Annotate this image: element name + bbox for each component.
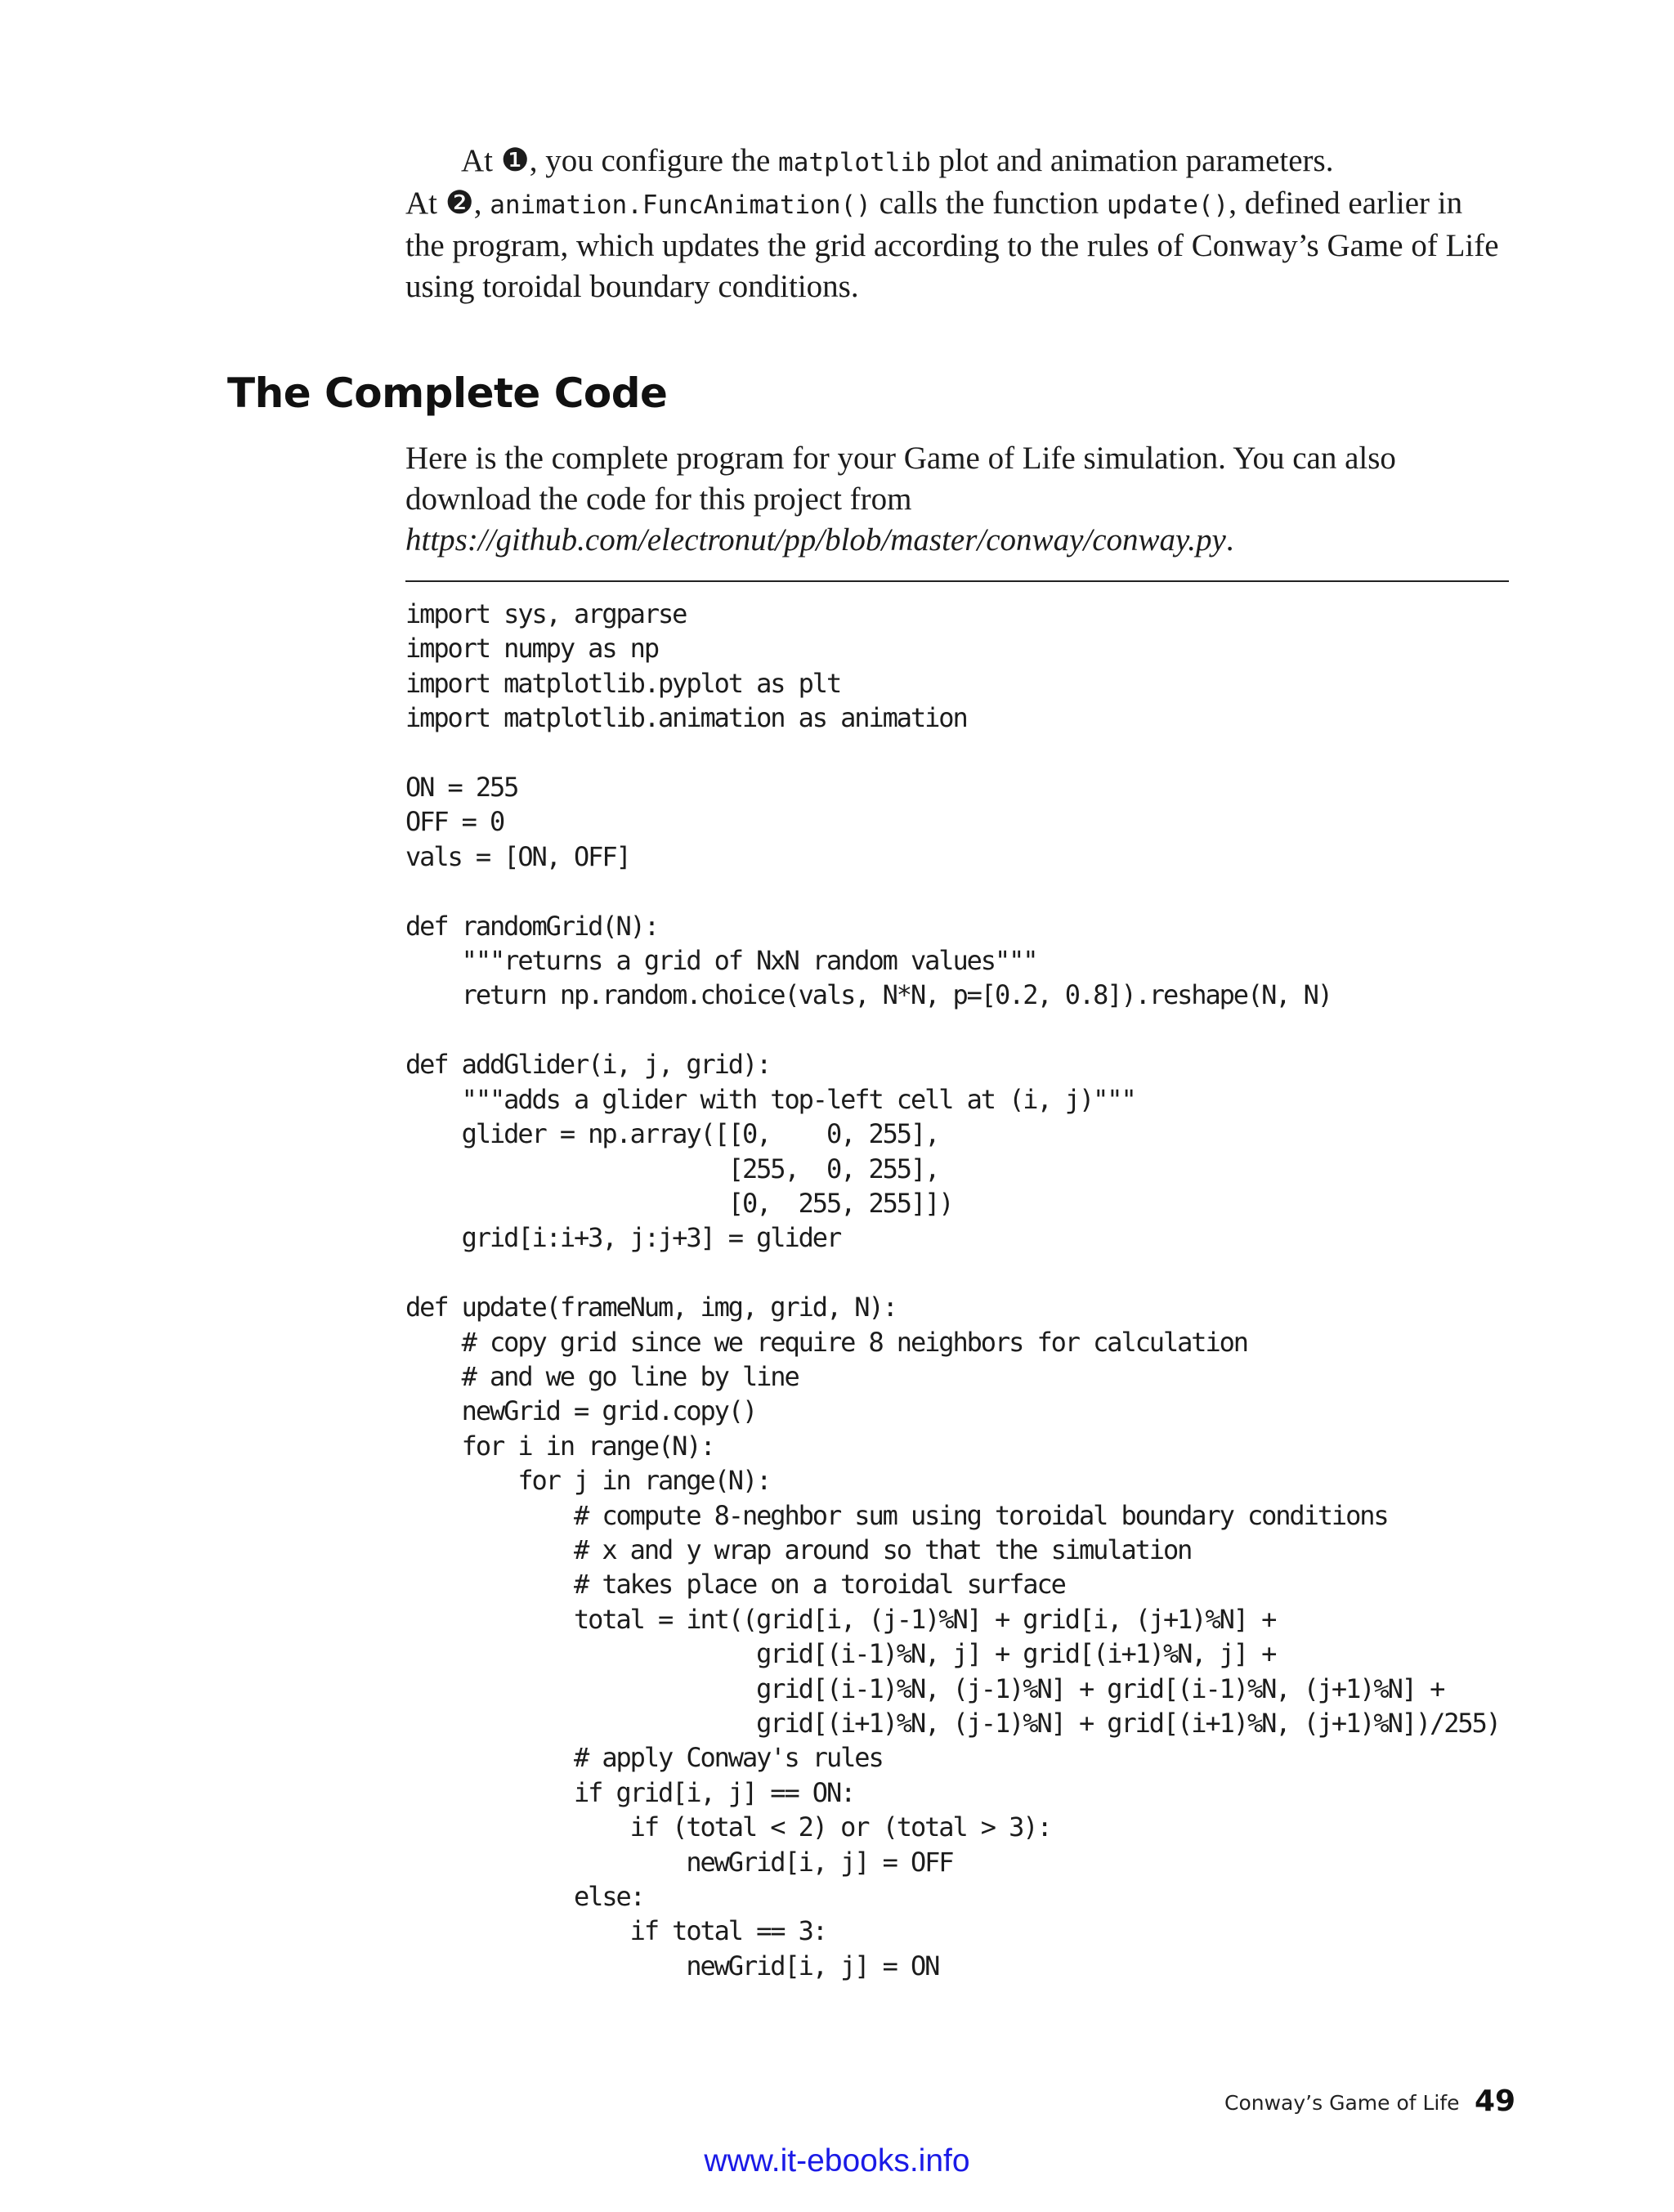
section-paragraph-end: . [1225,522,1234,557]
intro-sentence-2-start: At ❷, [405,186,490,221]
inline-code-update: update() [1106,190,1229,220]
page-number: 49 [1475,2084,1516,2118]
section-paragraph [405,438,1509,561]
intro-sentence-1-start: At ❶, you configure the [461,143,779,178]
section-heading: The Complete Code [227,369,668,417]
code-divider-rule [405,580,1509,582]
inline-code-matplotlib: matplotlib [778,148,931,177]
inline-code-funcanimation: animation.FuncAnimation() [490,190,871,220]
intro-paragraph [405,141,1509,307]
download-url-link[interactable]: https://github.com/electronut/pp/blob/master/conway/conway.py [405,522,1226,557]
intro-sentence-2-end: , defined earlier in the program, which updates the grid according to the rules of Conway’s Game of Life using toroidal boundary conditions. [405,186,1499,304]
section-paragraph-text: Here is the complete program for your Game of Life simulation. You can also download the code for this project from [405,441,1396,517]
intro-sentence-1-end: plot and animation parameters. [930,143,1334,178]
watermark-link[interactable]: www.it-ebooks.info [704,2143,970,2178]
footer-chapter-title: Conway’s Game of Life [1224,2091,1460,2115]
intro-sentence-2-mid: calls the function [871,186,1107,221]
code-listing: import sys, argparse import numpy as np import matplotlib.pyplot as plt import matplotlib.animation as animation ON = 255 OFF = 0 vals = [ON, OFF] def randomGrid(N): """returns a grid of NxN random values""" return np.random.choice(vals, N*N, p=[0.2, 0.8]).reshape(N, N) def addGlider(i, j, grid): """adds a glider with top-left cell at (i, j)""" glider = np.array([[0, 0, 255], [255, 0, 255], [0, 255, 255]]) grid[i:i+3, j:j+3] = glider def update(frameNum, img, grid, N): # copy grid since we require 8 neighbors for calculation # and we go line by line newGrid = grid.copy() for i in range(N): for j in range(N): # compute 8-neghbor sum using toroidal boundary conditions # x and y wrap around so that the simulation # takes place on a toroidal surface total = int((grid[i, (j-1)%N] + grid[i, (j+1)%N] + grid[(i-1)%N, j] + grid[(i+1)%N, j] + grid[(i-1)%N, (j-1)%N] + grid[(i-1)%N, (j+1)%N] + grid[(i+1)%N, (j-1)%N] + grid[(i+1)%N, (j+1)%N])/255) # apply Conway's rules if grid[i, j] == ON: if (total < 2) or (total > 3): newGrid[i, j] = OFF else: if total == 3: newGrid[i, j] = ON [405,598,1500,1981]
